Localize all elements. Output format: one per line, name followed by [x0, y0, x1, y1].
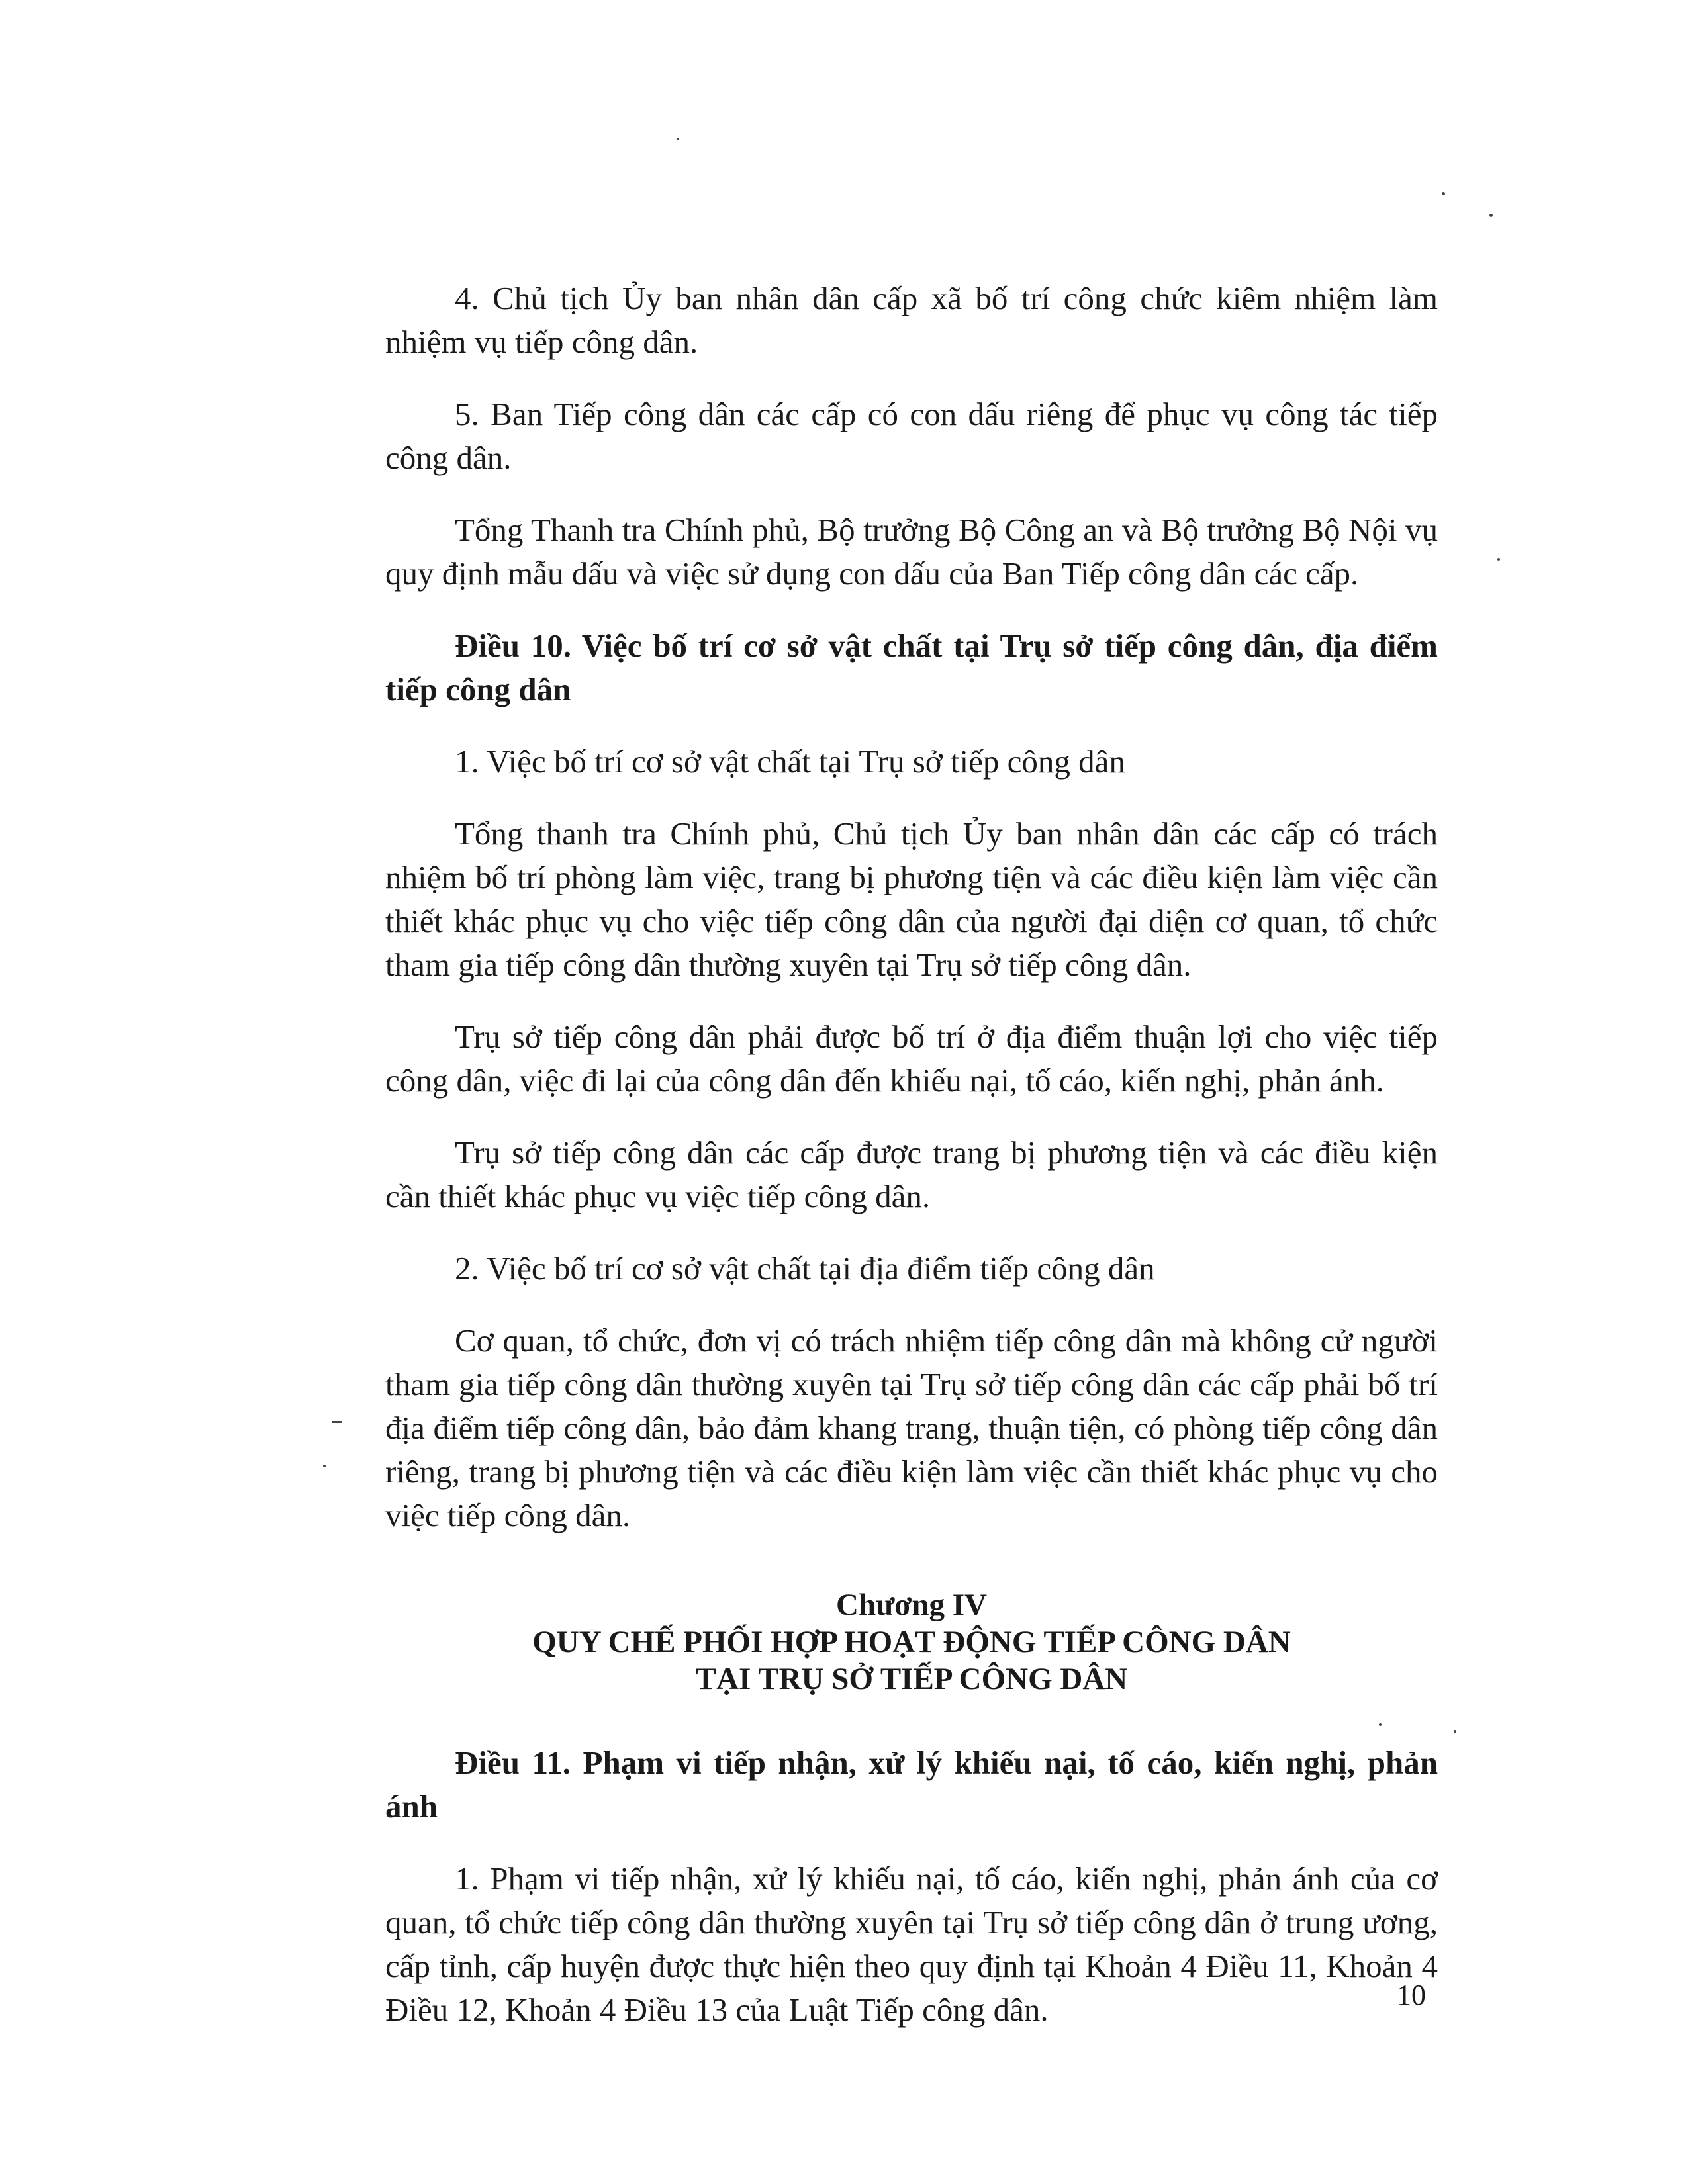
- document-body: [385, 277, 1438, 2060]
- paragraph-10-1-body-a: Tổng thanh tra Chính phủ, Chủ tịch Ủy ban nhân dân các cấp có trách nhiệm bố trí phòng làm việc, trang bị phương tiện và các điều kiện làm việc cần thiết khác phục vụ cho việc tiếp công dân của người đại diện cơ quan, tổ chức tham gia tiếp công dân thường xuyên tại Trụ sở tiếp công dân.: [385, 815, 1438, 983]
- paragraph-10-2-title: 2. Việc bố trí cơ sở vật chất tại địa điểm tiếp công dân: [455, 1250, 1155, 1287]
- paragraph-10-1-body-c: Trụ sở tiếp công dân các cấp được trang bị phương tiện và các điều kiện cần thiết khác phục vụ việc tiếp công dân.: [385, 1134, 1438, 1214]
- paragraph-clause-5: 5. Ban Tiếp công dân các cấp có con dấu riêng để phục vụ công tác tiếp công dân.: [385, 396, 1438, 476]
- paragraph-10-1-title: 1. Việc bố trí cơ sở vật chất tại Trụ sở tiếp công dân: [455, 743, 1125, 780]
- scan-speck: [1454, 1730, 1456, 1733]
- paragraph-seal-regulation: Tổng Thanh tra Chính phủ, Bộ trưởng Bộ Công an và Bộ trưởng Bộ Nội vụ quy định mẫu dấu và việc sử dụng con dấu của Ban Tiếp công dân các cấp.: [385, 512, 1438, 592]
- chapter-number: Chương IV: [836, 1588, 987, 1622]
- scan-speck: [323, 1465, 326, 1467]
- page-number: 10: [1397, 1979, 1426, 2011]
- paragraph-10-2-body: Cơ quan, tổ chức, đơn vị có trách nhiệm tiếp công dân mà không cử người tham gia tiếp công dân thường xuyên tại Trụ sở tiếp công dân các cấp phải bố trí địa điểm tiếp công dân, bảo đảm khang trang, thuận tiện, có phòng tiếp công dân riêng, trang bị phương tiện và các điều kiện làm việc cần thiết khác phục vụ cho việc tiếp công dân.: [385, 1322, 1438, 1533]
- scan-speck: [1379, 1723, 1382, 1726]
- chapter-heading: [385, 1586, 1438, 1698]
- scan-speck: [1489, 214, 1493, 217]
- chapter-title-line-1: QUY CHẾ PHỐI HỢP HOẠT ĐỘNG TIẾP CÔNG DÂN: [532, 1625, 1291, 1659]
- paragraph-11-1: 1. Phạm vi tiếp nhận, xử lý khiếu nại, tố cáo, kiến nghị, phản ánh của cơ quan, tổ chức tiếp công dân thường xuyên tại Trụ sở tiếp công dân ở trung ương, cấp tỉnh, cấp huyện được thực hiện theo quy định tại Khoản 4 Điều 11, Khoản 4 Điều 12, Khoản 4 Điều 13 của Luật Tiếp công dân.: [385, 1860, 1438, 2028]
- scan-speck: [1442, 192, 1445, 195]
- article-10-heading: Điều 10. Việc bố trí cơ sở vật chất tại Trụ sở tiếp công dân, địa điểm tiếp công dân: [385, 627, 1438, 707]
- chapter-title-line-2: TẠI TRỤ SỞ TIẾP CÔNG DÂN: [695, 1662, 1128, 1696]
- article-11-heading: Điều 11. Phạm vi tiếp nhận, xử lý khiếu nại, tố cáo, kiến nghị, phản ánh: [385, 1745, 1438, 1825]
- scan-speck: [332, 1421, 342, 1423]
- scan-speck: [677, 138, 679, 140]
- paragraph-10-1-body-b: Trụ sở tiếp công dân phải được bố trí ở địa điểm thuận lợi cho việc tiếp công dân, việc đi lại của công dân đến khiếu nại, tố cáo, kiến nghị, phản ánh.: [385, 1019, 1438, 1099]
- scan-speck: [1497, 558, 1500, 561]
- paragraph-clause-4: 4. Chủ tịch Ủy ban nhân dân cấp xã bố trí công chức kiêm nhiệm làm nhiệm vụ tiếp công dân.: [385, 280, 1438, 360]
